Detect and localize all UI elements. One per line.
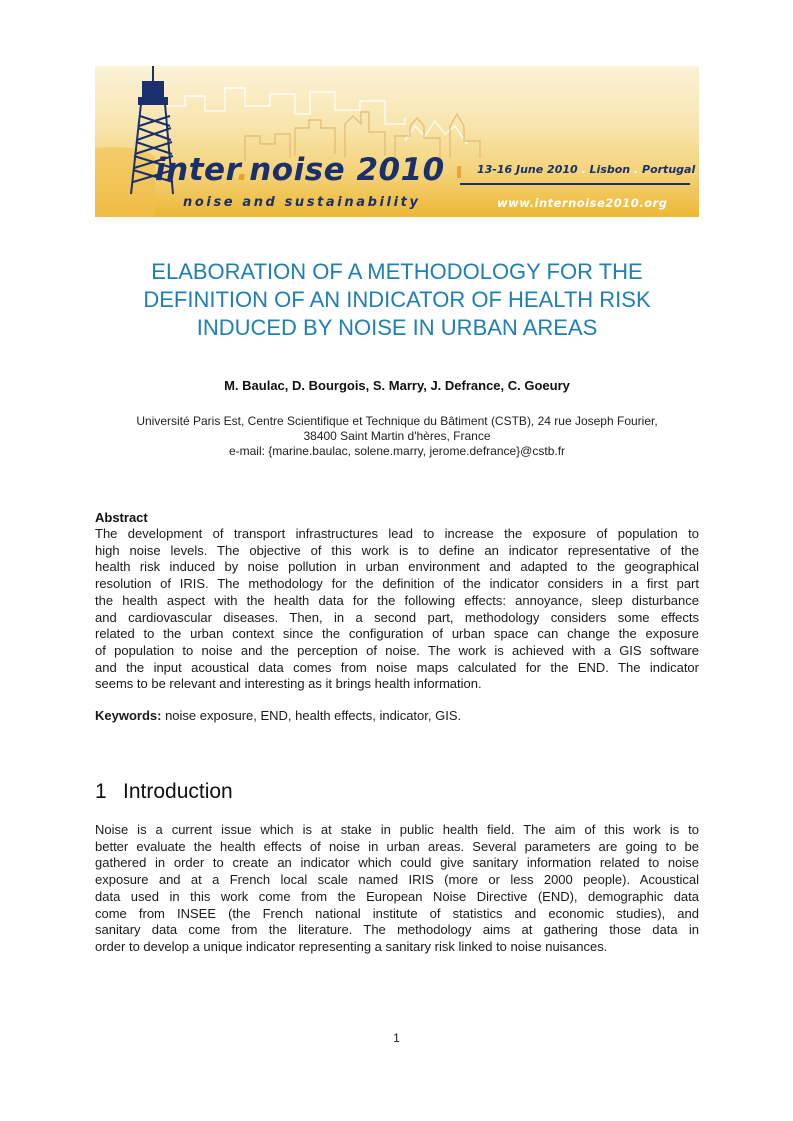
text-line: data used in this work come from the European Noise Directive (END), demographic data — [95, 888, 699, 904]
logo-inter: inter — [155, 152, 237, 188]
contact-email: e-mail: {marine.baulac, solene.marry, jerome.defrance}@cstb.fr — [228, 444, 566, 458]
keywords-label: Keywords: — [95, 708, 162, 723]
page-number: 1 — [393, 1031, 400, 1045]
section-number: 1 — [95, 780, 107, 803]
conference-website[interactable]: www.internoise2010.org — [497, 196, 668, 210]
author-list: M. Baulac, D. Bourgois, S. Marry, J. Defrance, C. Goeury — [224, 378, 570, 393]
text-line: exposure and at a French local scale named IRIS (more or less 2000 people). Acoustical — [95, 872, 699, 888]
conference-logo — [155, 152, 445, 188]
divider — [460, 183, 690, 185]
text-line: better evaluate the health effects of noise in urban areas. Several parameters are going to be — [95, 838, 699, 854]
text-line: Noise is a current issue which is at stake in public health field. The aim of this work is to — [95, 822, 699, 837]
paper-title — [95, 258, 699, 342]
text-line: health risk induced by noise pollution in urban environment and adapted to the geographical — [95, 559, 699, 575]
accent-mark — [457, 166, 461, 178]
section-title: Introduction — [123, 780, 233, 803]
country: Portugal — [642, 163, 696, 176]
introduction-text — [95, 822, 699, 956]
text-line: come from INSEE (the French national institute of statistics and economic studies), and — [95, 905, 699, 921]
section-heading — [95, 780, 233, 804]
text-line: The development of transport infrastructures lead to increase the exposure of population to — [95, 526, 699, 541]
city: Lisbon — [589, 163, 631, 176]
logo-rest: noise 2010 — [249, 152, 445, 188]
conference-banner — [95, 66, 699, 217]
affiliation-line: 38400 Saint Martin d'hères, France — [303, 429, 491, 443]
keywords-list: noise exposure, END, health effects, indicator, GIS. — [161, 708, 462, 723]
text-line: and cardiovascular diseases. Then, in a second part, methodology considers some effects — [95, 609, 699, 625]
text-line: resolution of IRIS. The methodology for the definition of the indicator considers in a first part — [95, 576, 699, 592]
abstract-text — [95, 526, 699, 693]
conference-tagline: noise and sustainability — [183, 195, 421, 210]
date-range: 13-16 June 2010 — [477, 163, 578, 176]
abstract-heading: Abstract — [95, 510, 148, 525]
logo-dot: . — [236, 152, 250, 188]
affiliation-line: Université Paris Est, Centre Scientifique et Technique du Bâtiment (CSTB), 24 rue Joseph Fourier, — [136, 414, 658, 428]
title-line: ELABORATION OF A METHODOLOGY FOR THE — [151, 259, 643, 284]
text-line: of population to noise and the perception of noise. The work is achieved with a GIS software — [95, 642, 699, 658]
title-line: INDUCED BY NOISE IN URBAN AREAS — [196, 315, 598, 340]
keywords — [95, 708, 461, 723]
text-line: order to develop a unique indicator representing a sanitary risk linked to noise nuisances. — [95, 938, 608, 954]
conference-dates — [477, 163, 695, 176]
text-line: the health aspect with the health data for the following effects: annoyance, sleep disturbance — [95, 592, 699, 608]
text-line: sanitary data come from the literature. The methodology aims at gathering those data in — [95, 922, 699, 938]
text-line: gathered in order to create an indicator which could give sanitary information related to noise — [95, 855, 699, 871]
text-line: high noise levels. The objective of this work is to define an indicator representative of the — [95, 542, 699, 558]
text-line: seems to be relevant and interesting as it brings health information. — [95, 676, 482, 692]
date-separator: . — [581, 163, 586, 176]
text-line: and the input acoustical data comes from noise maps calculated for the END. The indicator — [95, 659, 699, 675]
text-line: related to the urban context since the configuration of urban space can change the exposure — [95, 626, 699, 642]
affiliation — [95, 414, 699, 459]
date-separator-2: . — [633, 163, 639, 176]
title-line: DEFINITION OF AN INDICATOR OF HEALTH RISK — [143, 287, 651, 312]
